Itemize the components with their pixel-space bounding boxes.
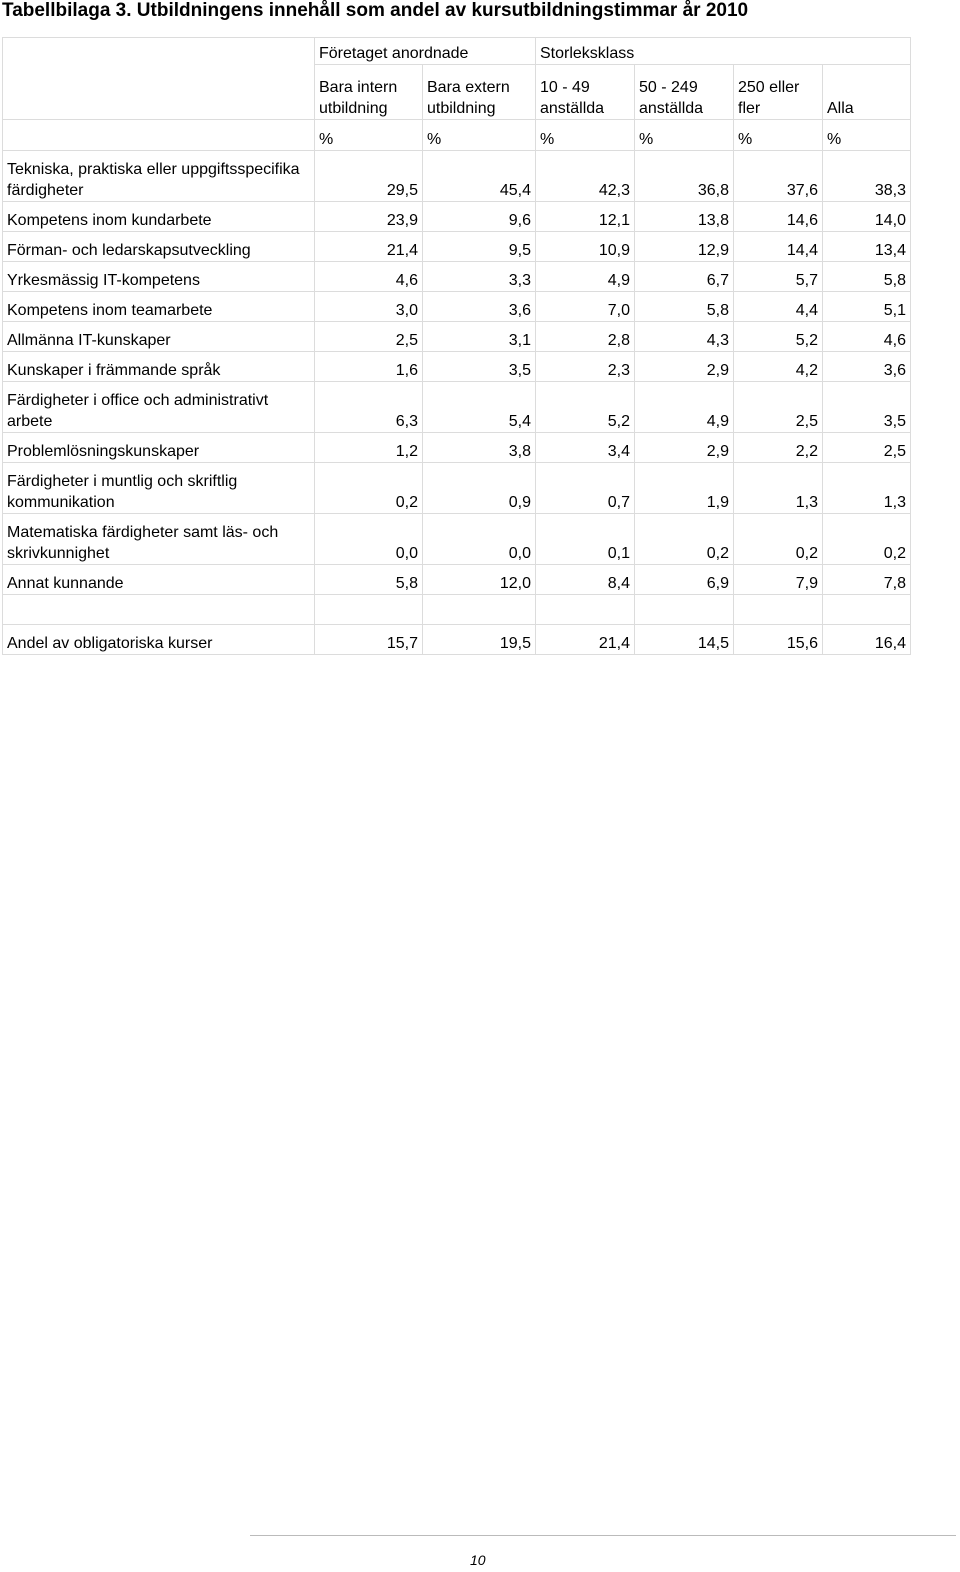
row-label: Tekniska, praktiska eller uppgiftsspecifika färdigheter [3, 151, 315, 202]
table-row [3, 565, 911, 595]
cell-value: 14,6 [734, 202, 823, 232]
cell-value: 6,7 [635, 262, 734, 292]
table-row [3, 433, 911, 463]
cell-value: 19,5 [423, 625, 536, 655]
table-row [3, 463, 911, 514]
cell-value: 12,9 [635, 232, 734, 262]
header-group-company: Företaget anordnade [315, 38, 536, 65]
header-group-row [3, 38, 911, 65]
unit-label: % [423, 120, 536, 151]
row-label: Problemlösningskunskaper [3, 433, 315, 463]
row-label: Förman- och ledarskapsutveckling [3, 232, 315, 262]
header-unit-empty [3, 120, 315, 151]
cell-value: 13,4 [823, 232, 911, 262]
page-number: 10 [470, 1552, 486, 1568]
cell-value: 12,0 [423, 565, 536, 595]
empty-cell [423, 595, 536, 625]
row-label: Allmänna IT-kunskaper [3, 322, 315, 352]
row-label: Kunskaper i främmande språk [3, 352, 315, 382]
col-header-external: Bara extern utbildning [423, 65, 536, 120]
cell-value: 3,3 [423, 262, 536, 292]
cell-value: 7,0 [536, 292, 635, 322]
col-header-250-plus: 250 eller fler [734, 65, 823, 120]
cell-value: 2,9 [635, 433, 734, 463]
table-title: Tabellbilaga 3. Utbildningens innehåll som andel av kursutbildningstimmar år 2010 [2, 0, 749, 21]
table-row [3, 292, 911, 322]
cell-value: 1,6 [315, 352, 423, 382]
cell-value: 2,2 [734, 433, 823, 463]
cell-value: 15,7 [315, 625, 423, 655]
empty-cell [734, 595, 823, 625]
table-row [3, 352, 911, 382]
cell-value: 36,8 [635, 151, 734, 202]
cell-value: 9,5 [423, 232, 536, 262]
table-row [3, 382, 911, 433]
data-table [2, 37, 911, 655]
cell-value: 3,8 [423, 433, 536, 463]
cell-value: 0,7 [536, 463, 635, 514]
cell-value: 3,5 [823, 382, 911, 433]
cell-value: 0,2 [734, 514, 823, 565]
cell-value: 14,5 [635, 625, 734, 655]
cell-value: 1,3 [823, 463, 911, 514]
cell-value: 5,8 [315, 565, 423, 595]
header-group-size: Storleksklass [536, 38, 911, 65]
cell-value: 2,8 [536, 322, 635, 352]
cell-value: 4,3 [635, 322, 734, 352]
cell-value: 15,6 [734, 625, 823, 655]
cell-value: 0,2 [315, 463, 423, 514]
cell-value: 4,9 [635, 382, 734, 433]
cell-value: 7,8 [823, 565, 911, 595]
cell-value: 2,3 [536, 352, 635, 382]
cell-value: 42,3 [536, 151, 635, 202]
cell-value: 10,9 [536, 232, 635, 262]
col-header-50-249: 50 - 249 anställda [635, 65, 734, 120]
unit-label: % [823, 120, 911, 151]
table-row [3, 514, 911, 565]
row-label: Färdigheter i office och administrativt arbete [3, 382, 315, 433]
summary-row [3, 625, 911, 655]
unit-label: % [734, 120, 823, 151]
footer-divider [250, 1535, 956, 1536]
header-unit-row [3, 120, 911, 151]
row-label: Annat kunnande [3, 565, 315, 595]
cell-value: 5,2 [536, 382, 635, 433]
cell-value: 0,2 [823, 514, 911, 565]
cell-value: 14,4 [734, 232, 823, 262]
cell-value: 0,0 [423, 514, 536, 565]
cell-value: 0,1 [536, 514, 635, 565]
table-row [3, 151, 911, 202]
cell-value: 5,1 [823, 292, 911, 322]
cell-value: 7,9 [734, 565, 823, 595]
unit-label: % [536, 120, 635, 151]
col-header-internal: Bara intern utbildning [315, 65, 423, 120]
cell-value: 4,4 [734, 292, 823, 322]
cell-value: 12,1 [536, 202, 635, 232]
cell-value: 37,6 [734, 151, 823, 202]
cell-value: 3,6 [423, 292, 536, 322]
cell-value: 3,5 [423, 352, 536, 382]
cell-value: 6,9 [635, 565, 734, 595]
cell-value: 13,8 [635, 202, 734, 232]
cell-value: 16,4 [823, 625, 911, 655]
row-label: Färdigheter i muntlig och skriftlig kommunikation [3, 463, 315, 514]
cell-value: 2,5 [823, 433, 911, 463]
cell-value: 38,3 [823, 151, 911, 202]
cell-value: 1,3 [734, 463, 823, 514]
cell-value: 3,6 [823, 352, 911, 382]
row-label: Kompetens inom kundarbete [3, 202, 315, 232]
cell-value: 23,9 [315, 202, 423, 232]
spacer-row [3, 595, 911, 625]
row-label: Yrkesmässig IT-kompetens [3, 262, 315, 292]
cell-value: 4,6 [823, 322, 911, 352]
cell-value: 29,5 [315, 151, 423, 202]
cell-value: 5,4 [423, 382, 536, 433]
cell-value: 3,4 [536, 433, 635, 463]
cell-value: 0,2 [635, 514, 734, 565]
empty-cell [3, 595, 315, 625]
cell-value: 5,7 [734, 262, 823, 292]
cell-value: 2,9 [635, 352, 734, 382]
cell-value: 6,3 [315, 382, 423, 433]
cell-value: 3,0 [315, 292, 423, 322]
row-label: Kompetens inom teamarbete [3, 292, 315, 322]
cell-value: 1,9 [635, 463, 734, 514]
cell-value: 5,8 [823, 262, 911, 292]
row-label: Matematiska färdigheter samt läs- och skrivkunnighet [3, 514, 315, 565]
empty-cell [315, 595, 423, 625]
cell-value: 4,6 [315, 262, 423, 292]
col-header-10-49: 10 - 49 anställda [536, 65, 635, 120]
col-header-all: Alla [823, 65, 911, 120]
unit-label: % [315, 120, 423, 151]
cell-value: 9,6 [423, 202, 536, 232]
header-corner [3, 38, 315, 120]
empty-cell [823, 595, 911, 625]
cell-value: 14,0 [823, 202, 911, 232]
cell-value: 8,4 [536, 565, 635, 595]
cell-value: 1,2 [315, 433, 423, 463]
empty-cell [635, 595, 734, 625]
cell-value: 45,4 [423, 151, 536, 202]
cell-value: 5,2 [734, 322, 823, 352]
table-row [3, 262, 911, 292]
unit-label: % [635, 120, 734, 151]
cell-value: 3,1 [423, 322, 536, 352]
table-row [3, 232, 911, 262]
cell-value: 0,0 [315, 514, 423, 565]
row-label: Andel av obligatoriska kurser [3, 625, 315, 655]
table-row [3, 322, 911, 352]
cell-value: 0,9 [423, 463, 536, 514]
cell-value: 21,4 [536, 625, 635, 655]
cell-value: 2,5 [734, 382, 823, 433]
cell-value: 2,5 [315, 322, 423, 352]
cell-value: 5,8 [635, 292, 734, 322]
table-row [3, 202, 911, 232]
empty-cell [536, 595, 635, 625]
cell-value: 4,9 [536, 262, 635, 292]
cell-value: 4,2 [734, 352, 823, 382]
cell-value: 21,4 [315, 232, 423, 262]
